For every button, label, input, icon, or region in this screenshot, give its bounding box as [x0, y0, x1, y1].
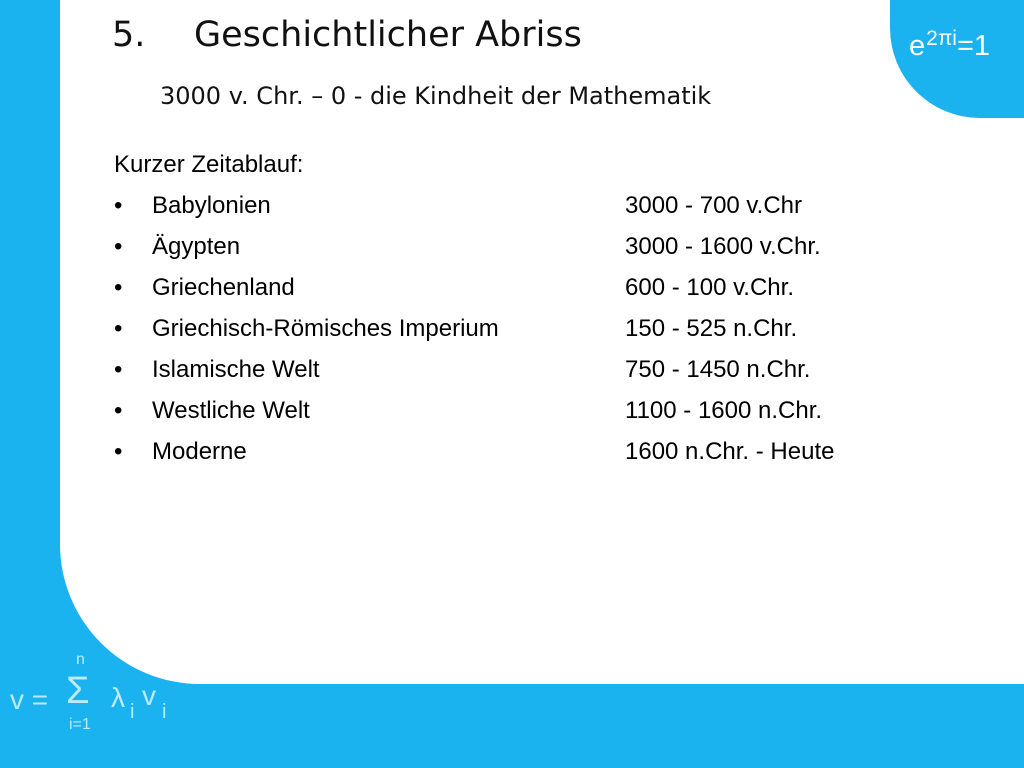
timeline-period: 3000 - 1600 v.Chr.: [625, 233, 821, 260]
timeline-label: Moderne: [152, 438, 247, 465]
bullet-icon: •: [114, 438, 123, 465]
timeline-period: 750 - 1450 n.Chr.: [625, 356, 811, 383]
bullet-icon: •: [114, 192, 123, 219]
timeline-label: Islamische Welt: [152, 356, 320, 383]
sum-upper: n: [76, 651, 85, 668]
timeline-period: 3000 - 700 v.Chr: [625, 192, 802, 219]
sum-lower: i=1: [69, 716, 91, 733]
bullet-icon: •: [114, 397, 123, 424]
slide-subtitle: 3000 v. Chr. – 0 - die Kindheit der Mathematik: [160, 82, 712, 110]
timeline-period: 1600 n.Chr. - Heute: [625, 438, 835, 465]
sum-formula: [10, 650, 180, 740]
bullet-icon: •: [114, 315, 123, 342]
v-symbol: v: [142, 680, 156, 711]
euler-exponent: 2πi: [926, 27, 957, 50]
bullet-icon: •: [114, 274, 123, 301]
timeline-period: 1100 - 1600 n.Chr.: [625, 397, 823, 424]
bullet-icon: •: [114, 356, 123, 383]
euler-identity-formula: [909, 27, 991, 62]
timeline-period: 600 - 100 v.Chr.: [625, 274, 794, 301]
slide-title: [112, 16, 582, 55]
euler-rest: =1: [956, 30, 991, 62]
timeline-period: 150 - 525 n.Chr.: [625, 315, 798, 342]
euler-base: e: [909, 30, 926, 62]
sigma-icon: Σ: [66, 670, 90, 712]
section-number: 5.: [112, 15, 146, 55]
timeline-label: Westliche Welt: [152, 397, 310, 424]
bullet-icon: •: [114, 233, 123, 260]
timeline-label: Babylonien: [152, 192, 271, 219]
sum-lhs: v =: [10, 684, 49, 715]
timeline-intro: Kurzer Zeitablauf:: [114, 151, 304, 178]
timeline-label: Griechenland: [152, 274, 295, 301]
lambda-subscript: i: [130, 701, 135, 723]
timeline-label: Ägypten: [152, 233, 241, 260]
section-title: Geschichtlicher Abriss: [194, 15, 582, 55]
timeline-label: Griechisch-Römisches Imperium: [152, 315, 499, 342]
v-subscript: i: [162, 701, 167, 723]
lambda-symbol: λ: [111, 682, 125, 713]
